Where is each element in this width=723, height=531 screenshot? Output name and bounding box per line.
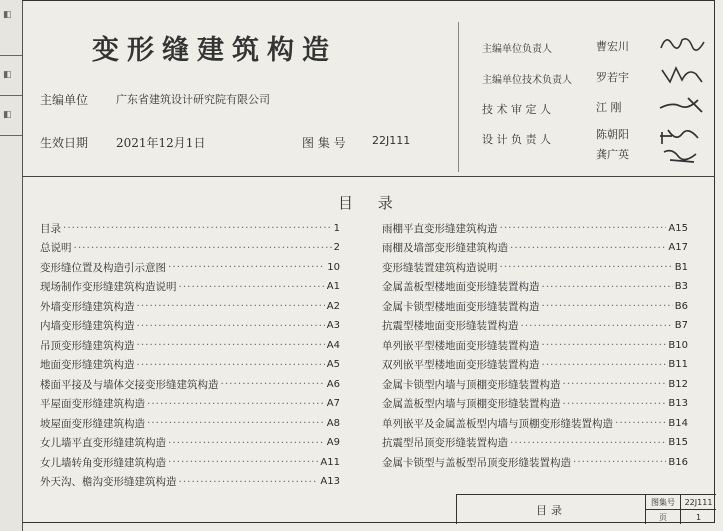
toc-leader-dots — [500, 222, 667, 234]
toc-entry-page: A8 — [326, 417, 340, 429]
toc-leader-dots — [137, 320, 325, 332]
toc-leader-dots — [179, 281, 325, 293]
toc-leader-dots — [179, 476, 319, 488]
toc-entry — [382, 395, 688, 413]
toc-entry-title: 吊顶变形缝建筑构造 — [40, 339, 135, 352]
toc-entry — [40, 395, 340, 413]
approval-role-1: 主编单位负责人 — [482, 44, 552, 55]
approval-role-2: 主编单位技术负责人 — [482, 75, 572, 86]
header-rule — [22, 176, 715, 177]
toc-entry-title: 金属卡锁型内墙与顶棚变形缝装置构造 — [382, 378, 561, 391]
toc-entry-page: B16 — [668, 456, 688, 468]
title-block-atlas-label: 图集号 — [646, 495, 681, 510]
org-value: 广东省建筑设计研究院有限公司 — [116, 93, 270, 106]
toc-leader-dots — [615, 417, 666, 429]
toc-leader-dots — [542, 339, 667, 351]
toc-leader-dots — [137, 339, 325, 351]
toc-entry-page: A13 — [320, 476, 340, 487]
toc-entry — [382, 239, 688, 257]
toc-entry-page: 2 — [333, 242, 340, 253]
toc-entry-page: B12 — [668, 378, 688, 390]
toc-entry — [40, 375, 340, 393]
toc-entry-title: 雨棚平直变形缝建筑构造 — [382, 222, 498, 235]
org-label: 主编单位 — [40, 93, 89, 107]
toc-entry-page: A4 — [326, 339, 340, 351]
atlas-label: 图 集 号 — [302, 136, 346, 150]
toc-leader-dots — [74, 242, 332, 254]
toc-entry-page: A11 — [320, 456, 340, 468]
header-divider — [458, 22, 459, 172]
toc-entry-page: B13 — [668, 398, 688, 409]
toc-entry-page: A6 — [326, 378, 340, 390]
toc-heading: 目 录 — [338, 194, 403, 212]
toc-entry — [382, 375, 688, 393]
toc-leader-dots — [168, 456, 318, 468]
toc-entry-title: 目录 — [40, 222, 61, 235]
approval-name-1: 曹宏川 — [596, 40, 629, 53]
toc-entry-title: 雨棚及墙部变形缝建筑构造 — [382, 242, 508, 254]
toc-entry — [40, 356, 340, 374]
toc-entry — [40, 297, 340, 315]
toc-entry-title: 抗震型吊顶变形缝装置构造 — [382, 437, 508, 449]
date-value: 2021年12月1日 — [116, 136, 206, 150]
toc-leader-dots — [221, 378, 325, 390]
toc-entry — [40, 317, 340, 335]
toc-entry-page: A3 — [326, 320, 340, 331]
toc-entry-page: A9 — [326, 437, 340, 448]
toc-entry — [40, 453, 340, 471]
document-title: 变形缝建筑构造 — [92, 35, 337, 66]
toc-entry — [40, 473, 340, 491]
title-block-name: 目录 — [457, 495, 646, 524]
title-block-atlas-value: 22J111 — [681, 495, 716, 510]
toc-entry — [382, 317, 688, 335]
toc-entry-page: B14 — [668, 417, 688, 429]
toc-entry — [382, 258, 688, 276]
toc-entry-page: A15 — [668, 222, 688, 234]
toc-entry-title: 外天沟、檐沟变形缝建筑构造 — [40, 476, 177, 488]
toc-entry — [382, 297, 688, 315]
approval-name-4: 陈朝阳 — [596, 128, 629, 141]
toc-leader-dots — [510, 437, 666, 449]
toc-entry-page: A1 — [326, 281, 340, 292]
toc-entry-page: B10 — [668, 339, 688, 351]
toc-leader-dots — [168, 261, 325, 273]
toc-entry-title: 金属盖板型内墙与顶棚变形缝装置构造 — [382, 398, 561, 410]
toc-entry-title: 单列嵌平型楼地面变形缝装置构造 — [382, 339, 540, 352]
toc-entry-title: 女儿墙平直变形缝建筑构造 — [40, 437, 166, 449]
toc-leader-dots — [147, 398, 325, 410]
toc-entry-page: B1 — [674, 261, 688, 273]
toc-entry — [40, 258, 340, 276]
toc-leader-dots — [137, 359, 325, 371]
toc-leader-dots — [521, 320, 673, 332]
toc-leader-dots — [500, 261, 673, 273]
toc-entry-title: 楼面平接及与墙体交接变形缝建筑构造 — [40, 378, 219, 391]
toc-entry-title: 变形缝装置建筑构造说明 — [382, 261, 498, 274]
toc-entry — [382, 414, 688, 432]
toc-entry — [40, 239, 340, 257]
toc-entry-page: B11 — [668, 359, 688, 370]
toc-entry-title: 内墙变形缝建筑构造 — [40, 320, 135, 332]
toc-entry-title: 女儿墙转角变形缝建筑构造 — [40, 456, 166, 469]
toc-entry-title: 外墙变形缝建筑构造 — [40, 300, 135, 313]
toc-entry-page: A5 — [326, 359, 340, 370]
toc-leader-dots — [137, 300, 325, 312]
toc-entry-title: 坡屋面变形缝建筑构造 — [40, 417, 145, 430]
toc-entry-title: 单列嵌平及金属盖板型内墙与顶棚变形缝装置构造 — [382, 417, 613, 430]
toc-entry-page: A7 — [326, 398, 340, 409]
toc-leader-dots — [563, 398, 667, 410]
toc-entry-page: B3 — [674, 281, 688, 292]
toc-entry-page: A17 — [668, 242, 688, 253]
toc-leader-dots — [542, 281, 673, 293]
approval-role-3: 技 术 审 定 人 — [482, 103, 551, 116]
toc-entry-page: A2 — [326, 300, 340, 312]
date-label: 生效日期 — [40, 136, 89, 150]
toc-entry — [382, 434, 688, 452]
toc-leader-dots — [542, 359, 667, 371]
toc-leader-dots — [63, 222, 332, 234]
toc-leader-dots — [563, 378, 667, 390]
toc-entry — [382, 356, 688, 374]
approval-role-4: 设 计 负 责 人 — [482, 133, 551, 146]
toc-entry-title: 抗震型楼地面变形缝装置构造 — [382, 320, 519, 332]
toc-leader-dots — [168, 437, 325, 449]
signature-1 — [658, 32, 706, 54]
toc-entry-title: 变形缝位置及构造引示意图 — [40, 261, 166, 274]
toc-entry — [40, 414, 340, 432]
toc-entry-page: B15 — [668, 437, 688, 448]
toc-entry-title: 地面变形缝建筑构造 — [40, 359, 135, 371]
title-block — [456, 494, 716, 524]
toc-entry-title: 金属盖板型楼地面变形缝装置构造 — [382, 281, 540, 293]
toc-entry — [382, 453, 688, 471]
toc-entry-title: 双列嵌平型楼地面变形缝装置构造 — [382, 359, 540, 371]
approval-name-2: 罗若宇 — [596, 71, 629, 84]
toc-entry-page: B7 — [674, 320, 688, 331]
toc-leader-dots — [147, 417, 325, 429]
toc-leader-dots — [510, 242, 666, 254]
signature-2 — [658, 64, 706, 86]
toc-entry-title: 现场制作变形缝建筑构造说明 — [40, 281, 177, 293]
toc-entry — [40, 219, 340, 237]
signature-4 — [658, 126, 706, 166]
toc-entry-page: B6 — [674, 300, 688, 312]
toc-entry-title: 金属卡锁型与盖板型吊顶变形缝装置构造 — [382, 456, 571, 469]
title-block-page-value: 1 — [695, 512, 702, 522]
toc-entry-page: 1 — [333, 222, 340, 234]
toc-entry — [382, 336, 688, 354]
toc-entry-title: 平屋面变形缝建筑构造 — [40, 398, 145, 410]
toc-entry — [382, 278, 688, 296]
toc-leader-dots — [573, 456, 666, 468]
approval-name-4b: 龚广英 — [596, 148, 629, 161]
toc-entry-title: 金属卡锁型楼地面变形缝装置构造 — [382, 300, 540, 313]
title-block-page-label: 页 — [646, 510, 681, 524]
toc-leader-dots — [542, 300, 673, 312]
toc-entry-page: 10 — [327, 261, 340, 273]
toc-entry — [40, 434, 340, 452]
toc-entry — [40, 336, 340, 354]
binding-margin: ◧ ◧ ◧ — [0, 0, 23, 531]
signature-3 — [658, 94, 706, 116]
toc-entry-title: 总说明 — [40, 242, 72, 254]
toc-entry — [382, 219, 688, 237]
approval-name-3: 江 刚 — [596, 101, 622, 114]
atlas-value: 22J111 — [372, 134, 411, 147]
toc-entry — [40, 278, 340, 296]
